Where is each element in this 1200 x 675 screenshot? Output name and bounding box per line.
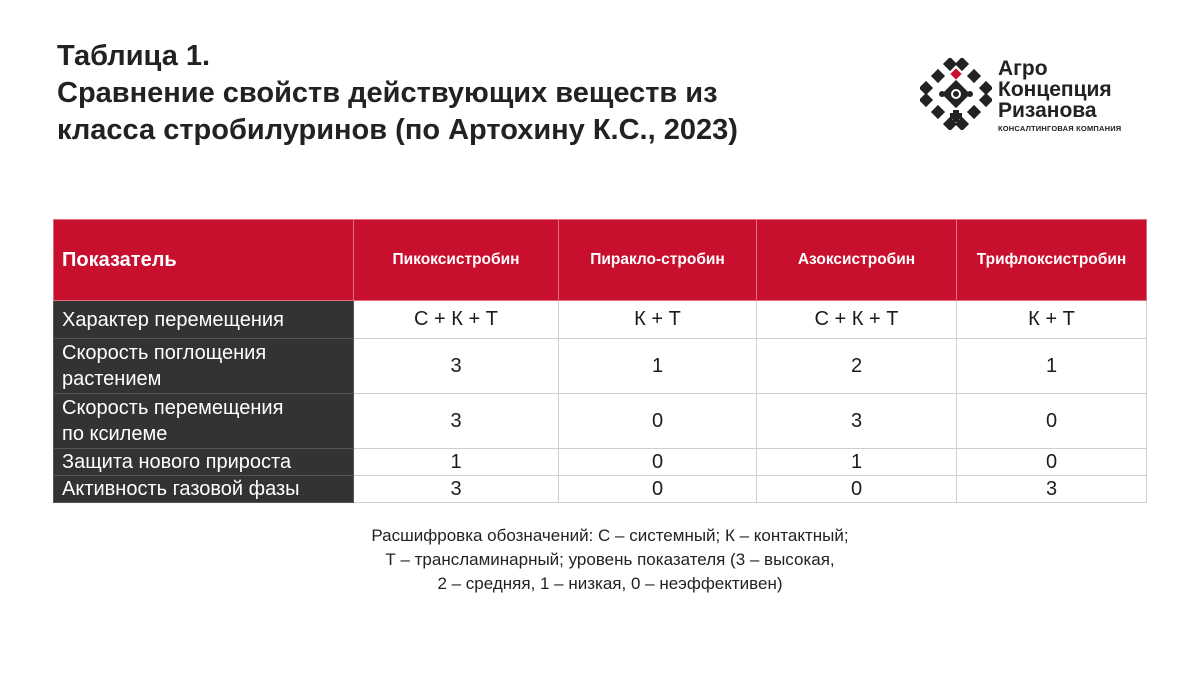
column-header: Трифлоксистробин — [957, 220, 1147, 301]
legend-note — [300, 524, 920, 596]
table-cell: С + К + Т — [354, 301, 559, 339]
table-cell: 3 — [354, 476, 559, 503]
row-label: Защита нового прироста — [54, 449, 354, 476]
column-header: Пиракло-стробин — [559, 220, 757, 301]
table-row — [54, 476, 1147, 503]
ornament-logo-icon — [920, 58, 992, 130]
table-cell: 1 — [354, 449, 559, 476]
column-header: Показатель — [54, 220, 354, 301]
logo-line-1: Агро — [998, 57, 1048, 80]
table-cell: 3 — [354, 394, 559, 449]
company-logo — [920, 58, 1160, 138]
legend-line-2: Т – трансламинарный; уровень показателя (3 – высокая, — [385, 550, 835, 569]
legend-line-3: 2 – средняя, 1 – низкая, 0 – неэффективен) — [437, 574, 783, 593]
comparison-table — [53, 219, 1147, 503]
table-cell: 1 — [559, 339, 757, 394]
table-cell: К + Т — [957, 301, 1147, 339]
legend-line-1: Расшифровка обозначений: С – системный; К – контактный; — [371, 526, 849, 545]
column-header: Пикоксистробин — [354, 220, 559, 301]
row-label — [54, 339, 354, 394]
row-label: Активность газовой фазы — [54, 476, 354, 503]
table-row — [54, 301, 1147, 339]
table-cell: 0 — [957, 449, 1147, 476]
row-label-line-1: Скорость перемещения — [62, 397, 284, 419]
page-title — [57, 38, 738, 149]
table-cell: 1 — [957, 339, 1147, 394]
table-row — [54, 394, 1147, 449]
logo-subtitle: КОНСАЛТИНГОВАЯ КОМПАНИЯ — [998, 124, 1122, 133]
table-cell: 0 — [559, 476, 757, 503]
table-cell: К + Т — [559, 301, 757, 339]
title-line-2: Сравнение свойств действующих веществ из — [57, 77, 718, 109]
title-line-3: класса стробилуринов (по Артохину К.С., 2023) — [57, 114, 738, 146]
table-cell: 0 — [957, 394, 1147, 449]
title-line-1: Таблица 1. — [57, 40, 211, 72]
row-label-line-2: по ксилеме — [62, 423, 168, 445]
table-cell: 0 — [559, 394, 757, 449]
row-label-line-2: растением — [62, 368, 162, 390]
table-row — [54, 339, 1147, 394]
logo-line-2: Концепция — [998, 78, 1112, 101]
row-label — [54, 394, 354, 449]
table-header-row — [54, 220, 1147, 301]
row-label: Характер перемещения — [54, 301, 354, 339]
logo-line-3: Ризанова — [998, 99, 1097, 122]
table-cell: 3 — [957, 476, 1147, 503]
table-cell: 1 — [757, 449, 957, 476]
column-header: Азоксистробин — [757, 220, 957, 301]
table-cell: С + К + Т — [757, 301, 957, 339]
table-row — [54, 449, 1147, 476]
table-cell: 0 — [559, 449, 757, 476]
table-cell: 2 — [757, 339, 957, 394]
table-cell: 3 — [757, 394, 957, 449]
row-label-line-1: Скорость поглощения — [62, 342, 267, 364]
table-cell: 0 — [757, 476, 957, 503]
table-cell: 3 — [354, 339, 559, 394]
